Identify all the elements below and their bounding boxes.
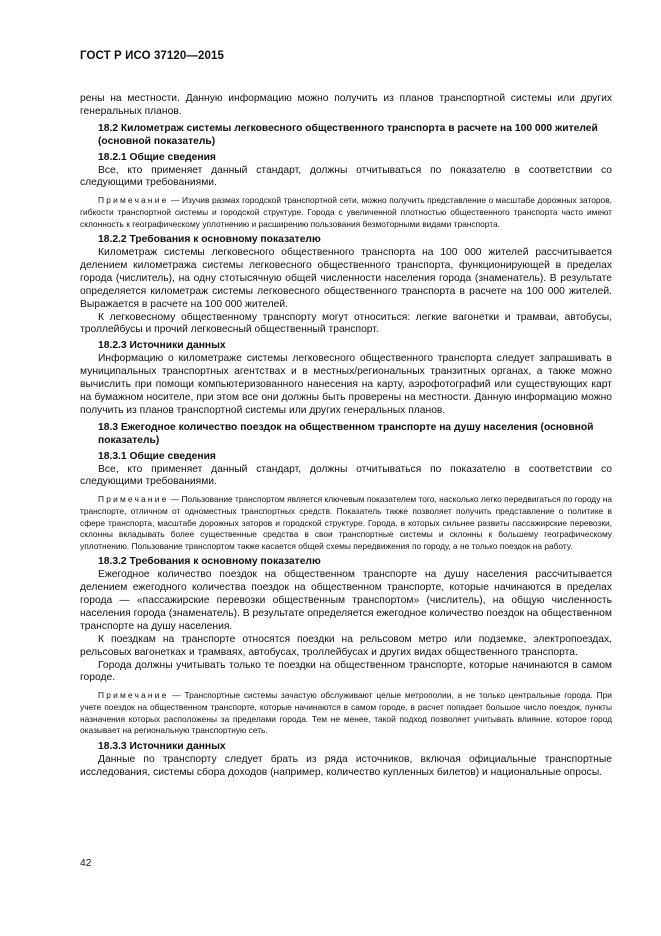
subsection-heading-18-3-3: 18.3.3 Источники данных — [98, 740, 226, 752]
subsection-heading-18-3-2: 18.3.2 Требования к основному показателю — [98, 556, 321, 568]
note-text: — Изучив размах городской транспортной сети, можно получить представление о масштабе дорожных заторов, гибкости транспортной системы и городской структуре. Города с увеличенной плотностью общественного транспорта часто имеют склонность к географическому уплотнению и расширению пользования безмоторными видами транспорта. — [80, 195, 612, 229]
subsection-heading-18-2-1: 18.2.1 Общие сведения — [98, 151, 216, 163]
note-text: — Транспортные системы зачастую обслуживают целые метрополии, а не только центральные города. При учете поездок на общественном транспорте, которые начинаются в самом городе, в расчет попадает большое число поездок, пункты назначения которых расположены за пределами города. Тем не менее, такой подход позволяет учитывать влияние, которое город оказывает на региональную транспортную сеть. — [80, 690, 612, 736]
paragraph-18-3-2-c: Города должны учитывать только те поездки на общественном транспорте, которые начинаются в самом городе. — [80, 659, 612, 684]
paragraph-18-2-2-a: Километраж системы легковесного общественного транспорта на 100 000 жителей рассчитывается делением километража системы легковесного общественного транспорта, функционирующей в пределах города (числитель), на одну стотысячную общей численности населения города (знаменатель). В результате определяется километраж системы легковесного общественного транспорта в расчете на 100 000 жителей. Выражается в расчете на 100 000 жителей. — [80, 247, 612, 310]
note-label: Примечание — [98, 690, 169, 701]
note-label: Примечание — [98, 494, 169, 505]
note-text: — Пользование транспортом является ключевым показателем того, насколько легко передвигаться по городу на транспорте, отличном от одноместных транспортных средств. Показатель также позволяет получить представление о политике в сфере транспорта, масштабе дорожных заторов и городской структуре. Города, в которых сильнее развиты пассажирские перевозки, склонны вкладывать более существенные средства в свои транспортные системы и склонны к большему географическому уплотнению. Пользование транспортом также касается общей схемы передвижения по городу, а не только поездок на работу. — [80, 494, 612, 551]
note-18-3-2 — [80, 690, 612, 736]
section-heading-18-3: 18.3 Ежегодное количество поездок на общественном транспорте на душу населения (основной показатель) — [98, 421, 594, 446]
section-heading-18-2: 18.2 Километраж системы легковесного общественного транспорта в расчете на 100 000 жителей (основной показатель) — [98, 122, 598, 147]
page-content — [80, 93, 612, 779]
subsection-heading-18-3-1: 18.3.1 Общие сведения — [98, 450, 216, 462]
note-label: Примечание — [98, 195, 169, 206]
note-18-2-1 — [80, 195, 612, 230]
note-18-3-1 — [80, 494, 612, 552]
page-number: 42 — [80, 858, 92, 869]
paragraph-18-3-2-a: Ежегодное количество поездок на общественном транспорте на душу населения рассчитывается делением ежегодного количества поездок на общественном транспорте, которые начинаются в пределах города — «пассажирские перевозки общественным транспортом» (числитель), на общую численность населения города (знаменатель). В результате определяется ежегодное количество поездок на общественном транспорте на душу населения. — [80, 569, 612, 632]
page-header-standard-title: ГОСТ Р ИСО 37120—2015 — [80, 50, 225, 62]
paragraph-18-2-3: Информацию о километраже системы легковесного общественного транспорта следует запрашивать в муниципальных транспортных агентствах и в местных/региональных транзитных органах, а также можно вычислить при помощи компьютеризованного нанесения на карту, аэрофотографий или существующих карт на бумажном носителе, при этом все они должны быть проверены на местности. Данную информацию можно получить из планов транспортной системы или других генеральных планов. — [80, 353, 612, 416]
paragraph-continuation: рены на местности. Данную информацию можно получить из планов транспортной системы или других генеральных планов. — [80, 93, 612, 117]
paragraph-18-2-1: Все, кто применяет данный стандарт, должны отчитываться по показателю в соответствии со следующими требованиями. — [80, 164, 612, 189]
subsection-heading-18-2-2: 18.2.2 Требования к основному показателю — [98, 234, 321, 246]
paragraph-18-3-1: Все, кто применяет данный стандарт, должны отчитываться по показателю в соответствии со следующими требованиями. — [80, 463, 612, 488]
paragraph-18-3-2-b: К поездкам на транспорте относятся поездки на рельсовом метро или подземке, электропоездах, рельсовых вагонетках и трамваях, автобусах, троллейбусах и других видах общественного транспорта. — [80, 633, 612, 658]
paragraph-18-2-2-b: К легковесному общественному транспорту могут относиться: легкие вагонетки и трамваи, автобусы, троллейбусы и прочий легковесный общественный транспорт. — [80, 311, 612, 336]
subsection-heading-18-2-3: 18.2.3 Источники данных — [98, 340, 226, 352]
paragraph-18-3-3: Данные по транспорту следует брать из ряда источников, включая официальные транспортные исследования, системы сбора доходов (например, количество купленных билетов) и национальные опросы. — [80, 753, 612, 778]
